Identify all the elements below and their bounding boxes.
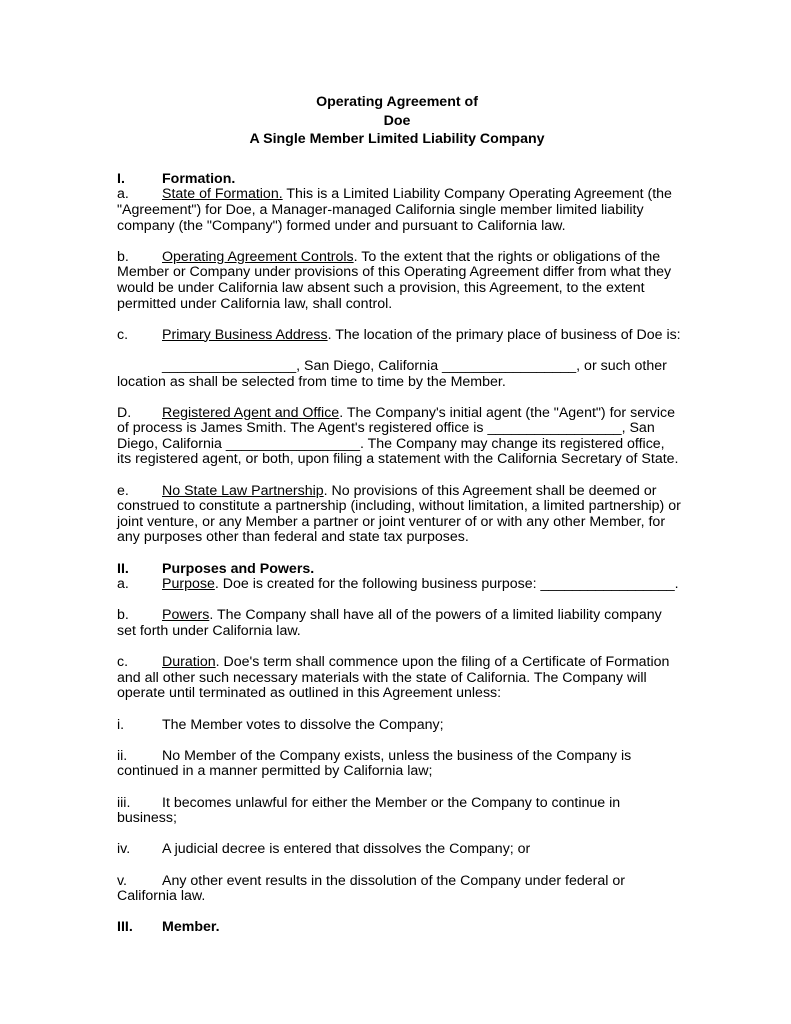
section-number: III.	[117, 919, 133, 936]
clause-marker: c.	[117, 654, 129, 671]
list-marker: v.	[117, 872, 127, 889]
clause-no-state-law-partnership	[117, 484, 681, 546]
clause-text: . Doe's term shall commence upon the filing of a Certificate of Formation and all other such necessary materials with the state of California. The Company will operate until terminated as outlined in this Agreement unless:	[117, 654, 670, 702]
list-item-i	[117, 718, 681, 734]
list-marker: i.	[117, 716, 125, 733]
clause-term: Duration	[162, 654, 216, 671]
list-text: A judicial decree is entered that dissolves the Company; or	[162, 841, 531, 858]
clause-primary-business-address	[117, 328, 681, 344]
document-title	[113, 93, 681, 149]
section-number: I.	[117, 170, 125, 187]
title-line-2: Doe	[383, 112, 411, 129]
clause-marker: a.	[117, 576, 129, 593]
clause-text: . The Company's initial agent (the "Agent") for service of process is James Smith. The Agent's registered office is _________________, San Diego, California _________________. The Company may change its registered office, its registered agent, or both, upon filing a statement with the California Secretary of State.	[117, 404, 679, 468]
clause-term: Purpose	[162, 576, 215, 593]
list-item-ii	[117, 749, 681, 780]
list-marker: iii.	[117, 794, 131, 811]
clause-text: This is a Limited Liability Company Operating Agreement (the "Agreement") for Doe, a Manager-managed California single member limited liability company (the "Company") formed under and pursuant to California law.	[117, 186, 672, 234]
clause-text: . To the extent that the rights or obligations of the Member or Company under provisions of this Operating Agreement differ from what they would be under California law absent such a provision, this Agreement, to the extent permitted under California law, shall control.	[117, 248, 672, 312]
list-text: Any other event results in the dissolution of the Company under federal or California law.	[117, 872, 625, 905]
clause-purpose	[117, 577, 681, 593]
clause-term: No State Law Partnership	[162, 482, 324, 499]
clause-term: Primary Business Address	[162, 326, 328, 343]
section-title: Purposes and Powers.	[162, 560, 315, 577]
section-heading-purposes	[117, 562, 681, 578]
list-text: No Member of the Company exists, unless the business of the Company is continued in a manner permitted by California law;	[117, 747, 632, 780]
list-item-iii	[117, 796, 681, 827]
clause-text: . The location of the primary place of business of Doe is:	[327, 326, 681, 343]
clause-marker: a.	[117, 186, 129, 203]
clause-operating-agreement-controls	[117, 250, 681, 312]
address-text: _________________, San Diego, California _________________, or such other location as shall be selected from time to time by the Member.	[117, 357, 667, 390]
clause-term: Registered Agent and Office	[162, 404, 340, 421]
clause-registered-agent	[117, 406, 681, 468]
clause-term: State of Formation.	[162, 186, 283, 203]
list-marker: ii.	[117, 747, 128, 764]
list-item-v	[117, 874, 681, 905]
title-line-1: Operating Agreement of	[316, 94, 478, 110]
clause-term: Powers	[162, 607, 210, 624]
list-item-iv	[117, 842, 681, 858]
section-title: Member.	[162, 919, 220, 936]
clause-marker: c.	[117, 326, 129, 343]
section-title: Formation.	[162, 170, 236, 187]
clause-term: Operating Agreement Controls	[162, 248, 354, 265]
clause-powers	[117, 608, 681, 639]
list-text: It becomes unlawful for either the Member or the Company to continue in business;	[117, 794, 621, 827]
clause-marker: e.	[117, 482, 129, 499]
clause-text: . No provisions of this Agreement shall be deemed or construed to constitute a partnership (including, without limitation, a limited partnership) or joint venture, or any Member a partner or joint venturer of or with any other Member, for any purposes other than federal and state tax purposes.	[117, 482, 681, 546]
section-number: II.	[117, 560, 129, 577]
clause-text: . The Company shall have all of the powers of a limited liability company set forth under California law.	[117, 607, 662, 639]
clause-marker: b.	[117, 248, 129, 265]
section-heading-formation	[117, 172, 681, 188]
list-text: The Member votes to dissolve the Company;	[162, 716, 444, 733]
section-heading-member	[117, 920, 681, 936]
list-marker: iv.	[117, 841, 131, 858]
clause-duration	[117, 655, 681, 702]
clause-marker: D.	[117, 404, 132, 421]
clause-marker: b.	[117, 607, 129, 624]
title-line-3: A Single Member Limited Liability Company	[249, 131, 545, 148]
clause-state-of-formation	[117, 187, 681, 234]
clause-text: . Doe is created for the following business purpose: _________________.	[214, 576, 679, 593]
address-line	[117, 359, 681, 390]
